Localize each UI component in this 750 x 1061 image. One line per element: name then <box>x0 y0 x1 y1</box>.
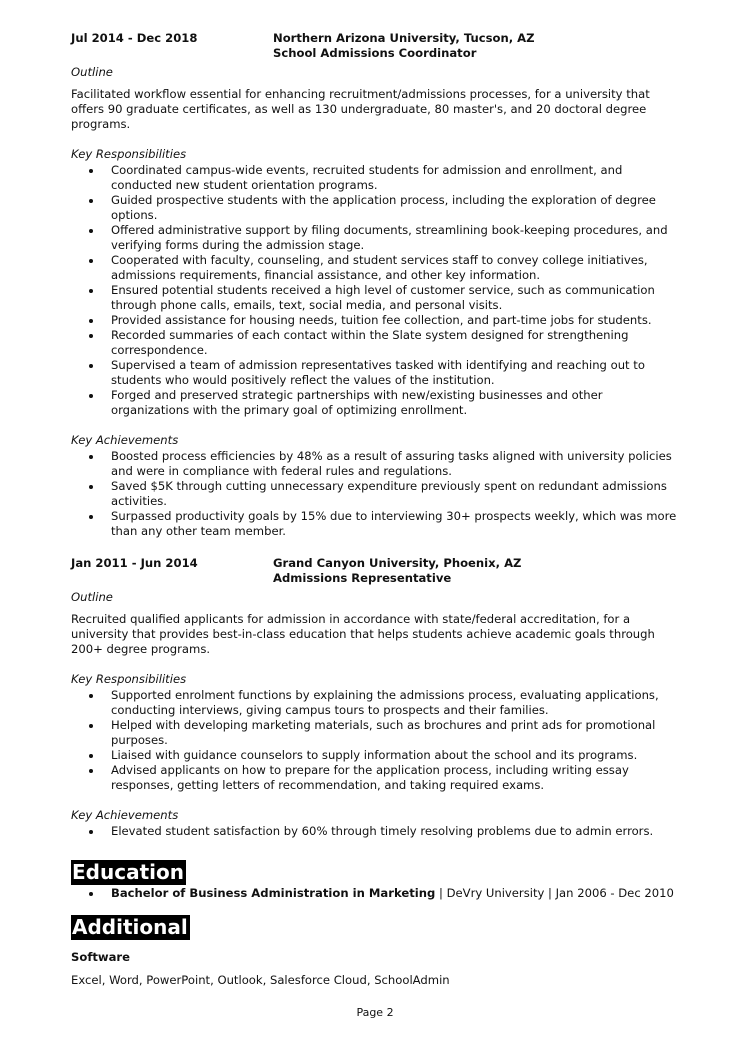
additional-heading: Additional <box>72 915 188 939</box>
list-item: Forged and preserved strategic partnerships with new/existing businesses and other organizations with the primary goal of optimizing enrollment. <box>71 388 681 418</box>
list-item: Coordinated campus-wide events, recruited students for admission and enrollment, and conducted new student orientation programs. <box>71 163 681 193</box>
list-item: Boosted process efficiencies by 48% as a result of assuring tasks aligned with university policies and were in compliance with federal rules and regulations. <box>71 449 681 479</box>
outline-label: Outline <box>71 590 113 604</box>
job-organization: Northern Arizona University, Tucson, AZ <box>273 31 535 45</box>
education-section <box>71 860 681 901</box>
responsibilities-label: Key Responsibilities <box>71 672 187 686</box>
achievements-label: Key Achievements <box>71 433 179 447</box>
list-item: Provided assistance for housing needs, tuition fee collection, and part-time jobs for students. <box>71 313 681 328</box>
list-item: Recorded summaries of each contact within the Slate system designed for strengthening correspondence. <box>71 328 681 358</box>
list-item: Advised applicants on how to prepare for the application process, including writing essay responses, getting letters of recommendation, and taking required exams. <box>71 763 681 793</box>
education-item <box>71 886 681 901</box>
software-label: Software <box>71 950 131 964</box>
job-org-block <box>273 31 681 61</box>
page-number: Page 2 <box>356 1006 394 1019</box>
job-organization: Grand Canyon University, Phoenix, AZ <box>273 556 522 570</box>
list-item: Surpassed productivity goals by 15% due to interviewing 30+ prospects weekly, which was more than any other team member. <box>71 509 681 539</box>
list-item: Ensured potential students received a high level of customer service, such as communication through phone calls, emails, text, social media, and personal visits. <box>71 283 681 313</box>
outline-text: Recruited qualified applicants for admission in accordance with state/federal accreditation, for a university that provides best-in-class education that helps students achieve academic goals through 200+ degree programs. <box>71 612 655 656</box>
list-item: Guided prospective students with the application process, including the exploration of degree options. <box>71 193 681 223</box>
list-item: Liaised with guidance counselors to supply information about the school and its programs. <box>71 748 681 763</box>
job-org-block <box>273 556 681 586</box>
responsibilities-label: Key Responsibilities <box>71 147 187 161</box>
resume-page <box>71 31 681 988</box>
responsibilities-list <box>71 688 681 793</box>
list-item: Supervised a team of admission representatives tasked with identifying and reaching out to students who would positively reflect the values of the institution. <box>71 358 681 388</box>
additional-section <box>71 915 681 988</box>
job-title: School Admissions Coordinator <box>273 46 477 60</box>
outline-label: Outline <box>71 65 113 79</box>
list-item: Cooperated with faculty, counseling, and student services staff to convey college initiatives, admissions requirements, financial assistance, and other key information. <box>71 253 681 283</box>
job-header <box>71 31 681 61</box>
job-entry <box>71 31 681 539</box>
list-item: Elevated student satisfaction by 60% through timely resolving problems due to admin errors. <box>71 824 681 839</box>
achievements-list <box>71 824 681 839</box>
list-item: Saved $5K through cutting unnecessary expenditure previously spent on redundant admissions activities. <box>71 479 681 509</box>
list-item: Supported enrolment functions by explaining the admissions process, evaluating applications, conducting interviews, giving campus tours to prospects and their families. <box>71 688 681 718</box>
list-item: Helped with developing marketing materials, such as brochures and print ads for promotional purposes. <box>71 718 681 748</box>
job-header <box>71 556 681 586</box>
degree-details: | DeVry University | Jan 2006 - Dec 2010 <box>435 886 674 900</box>
job-title: Admissions Representative <box>273 571 452 585</box>
education-heading: Education <box>72 860 184 884</box>
achievements-list <box>71 449 681 539</box>
achievements-label: Key Achievements <box>71 808 179 822</box>
list-item: Offered administrative support by filing documents, streamlining book-keeping procedures, and verifying forms during the admission stage. <box>71 223 681 253</box>
job-dates: Jul 2014 - Dec 2018 <box>71 31 198 45</box>
software-list: Excel, Word, PowerPoint, Outlook, Salesforce Cloud, SchoolAdmin <box>71 973 450 987</box>
degree-name: Bachelor of Business Administration in Marketing <box>111 886 436 900</box>
responsibilities-list <box>71 163 681 418</box>
job-entry <box>71 556 681 839</box>
outline-text: Facilitated workflow essential for enhancing recruitment/admissions processes, for a university that offers 90 graduate certificates, as well as 130 undergraduate, 80 master's, and 20 doctoral degree programs. <box>71 87 650 131</box>
job-dates: Jan 2011 - Jun 2014 <box>71 556 198 570</box>
education-list <box>71 886 681 901</box>
